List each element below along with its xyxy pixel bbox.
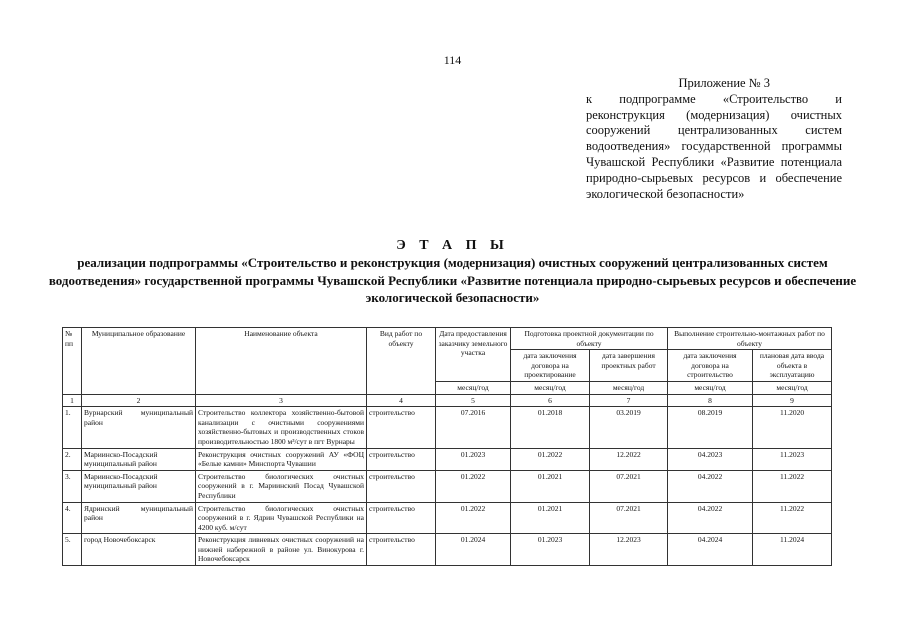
table-row: [63, 470, 832, 502]
table-row: [63, 502, 832, 534]
header-construction-contract: дата заключения договора на строительство: [668, 350, 753, 382]
header-work-type: Вид работ по объекту: [367, 328, 436, 395]
row-transfer-date: 01.2022: [436, 502, 511, 534]
table-row: [63, 407, 832, 448]
column-number: 6: [511, 394, 590, 407]
row-work-type: строительство: [367, 448, 436, 470]
table-row: [63, 448, 832, 470]
row-work-type: строительство: [367, 470, 436, 502]
row-number: 3.: [63, 470, 82, 502]
row-number: 2.: [63, 448, 82, 470]
row-design-contract: 01.2023: [511, 534, 590, 566]
row-work-type: строительство: [367, 534, 436, 566]
row-number: 4.: [63, 502, 82, 534]
header-commissioning: плановая дата ввода объекта в эксплуатацию: [753, 350, 832, 382]
page-number: 114: [443, 53, 462, 67]
row-municipality: Мариинско-Посадский муниципальный район: [82, 470, 196, 502]
unit-label: месяц/год: [590, 381, 668, 394]
row-object-name: Реконструкция очистных сооружений АУ «ФОЦ «Белые камни» Минспорта Чувашии: [196, 448, 367, 470]
row-commissioning: 11.2023: [753, 448, 832, 470]
row-commissioning: 11.2022: [753, 470, 832, 502]
unit-label: месяц/год: [511, 381, 590, 394]
row-design-contract: 01.2021: [511, 502, 590, 534]
row-design-completion: 07.2021: [590, 470, 668, 502]
appendix-body: к подпрограмме «Строительство и реконструкция (модернизация) очистных сооружений централизованных систем водоотведения» государственной программы Чувашской Республики «Развитие потенциала природно-сырьевых ресурсов и обеспечение экологической безопасности»: [586, 91, 842, 201]
column-number: 5: [436, 394, 511, 407]
row-object-name: Строительство коллектора хозяйственно-бытовой канализации с очистными сооружениями хозяйственно-бытовых и производственных стоков производительностью 1800 м³/сут в пгт Вурнары: [196, 407, 367, 448]
header-design-group: Подготовка проектной документации по объекту: [511, 328, 668, 350]
row-construction-contract: 04.2024: [668, 534, 753, 566]
row-construction-contract: 08.2019: [668, 407, 753, 448]
stages-table: [62, 327, 832, 566]
row-commissioning: 11.2024: [753, 534, 832, 566]
row-transfer-date: 01.2024: [436, 534, 511, 566]
row-design-completion: 07.2021: [590, 502, 668, 534]
row-object-name: Строительство биологических очистных сооружений в г. Мариинский Посад Чувашской Республики: [196, 470, 367, 502]
column-number: 8: [668, 394, 753, 407]
column-number: 7: [590, 394, 668, 407]
row-transfer-date: 01.2022: [436, 470, 511, 502]
header-design-completion: дата завершения проектных работ: [590, 350, 668, 382]
appendix-title: Приложение № 3: [678, 76, 770, 90]
unit-label: месяц/год: [753, 381, 832, 394]
header-construction-group: Выполнение строительно-монтажных работ по объекту: [668, 328, 832, 350]
row-municipality: город Новочебоксарск: [82, 534, 196, 566]
row-transfer-date: 01.2023: [436, 448, 511, 470]
row-municipality: Вурнарский муниципальный район: [82, 407, 196, 448]
column-number: 2: [82, 394, 196, 407]
row-design-contract: 01.2018: [511, 407, 590, 448]
row-design-completion: 03.2019: [590, 407, 668, 448]
row-transfer-date: 07.2016: [436, 407, 511, 448]
row-object-name: Реконструкция ливневых очистных сооружений на нижней набережной в районе ул. Винокурова г. Новочебоксарск: [196, 534, 367, 566]
row-design-contract: 01.2022: [511, 448, 590, 470]
header-design-contract: дата заключения договора на проектирование: [511, 350, 590, 382]
row-number: 1.: [63, 407, 82, 448]
row-construction-contract: 04.2023: [668, 448, 753, 470]
row-municipality: Ядринский муниципальный район: [82, 502, 196, 534]
row-construction-contract: 04.2022: [668, 502, 753, 534]
column-number: 4: [367, 394, 436, 407]
row-work-type: строительство: [367, 407, 436, 448]
row-municipality: Мариинско-Посадский муниципальный район: [82, 448, 196, 470]
row-design-contract: 01.2021: [511, 470, 590, 502]
row-commissioning: 11.2020: [753, 407, 832, 448]
header-transfer-date: Дата предоставления заказчику земельного участка: [436, 328, 511, 382]
document-subtitle: реализации подпрограммы «Строительство и реконструкция (модернизация) очистных сооружений централизованных систем водоотведения» государственной программы Чувашской Республики «Развитие потенциала природно-сырьевых ресурсов и обеспечение экологической безопасности»: [48, 255, 857, 305]
row-design-completion: 12.2023: [590, 534, 668, 566]
header-municipality: Муниципальное образование: [82, 328, 196, 395]
row-design-completion: 12.2022: [590, 448, 668, 470]
column-number-row: [63, 394, 832, 407]
document-title: Э Т А П Ы: [396, 238, 509, 253]
column-number: 3: [196, 394, 367, 407]
table-header-row: [63, 328, 832, 350]
unit-label: месяц/год: [436, 381, 511, 394]
row-work-type: строительство: [367, 502, 436, 534]
header-object-name: Наименование объекта: [196, 328, 367, 395]
appendix-block: [586, 76, 842, 202]
header-num: № пп: [63, 328, 82, 395]
unit-label: месяц/год: [668, 381, 753, 394]
row-commissioning: 11.2022: [753, 502, 832, 534]
column-number: 1: [63, 394, 82, 407]
column-number: 9: [753, 394, 832, 407]
table-row: [63, 534, 832, 566]
stages-table-body: [63, 328, 832, 566]
row-object-name: Строительство биологических очистных сооружений в г. Ядрин Чувашской Республики на 4200 куб. м/сут: [196, 502, 367, 534]
row-construction-contract: 04.2022: [668, 470, 753, 502]
row-number: 5.: [63, 534, 82, 566]
